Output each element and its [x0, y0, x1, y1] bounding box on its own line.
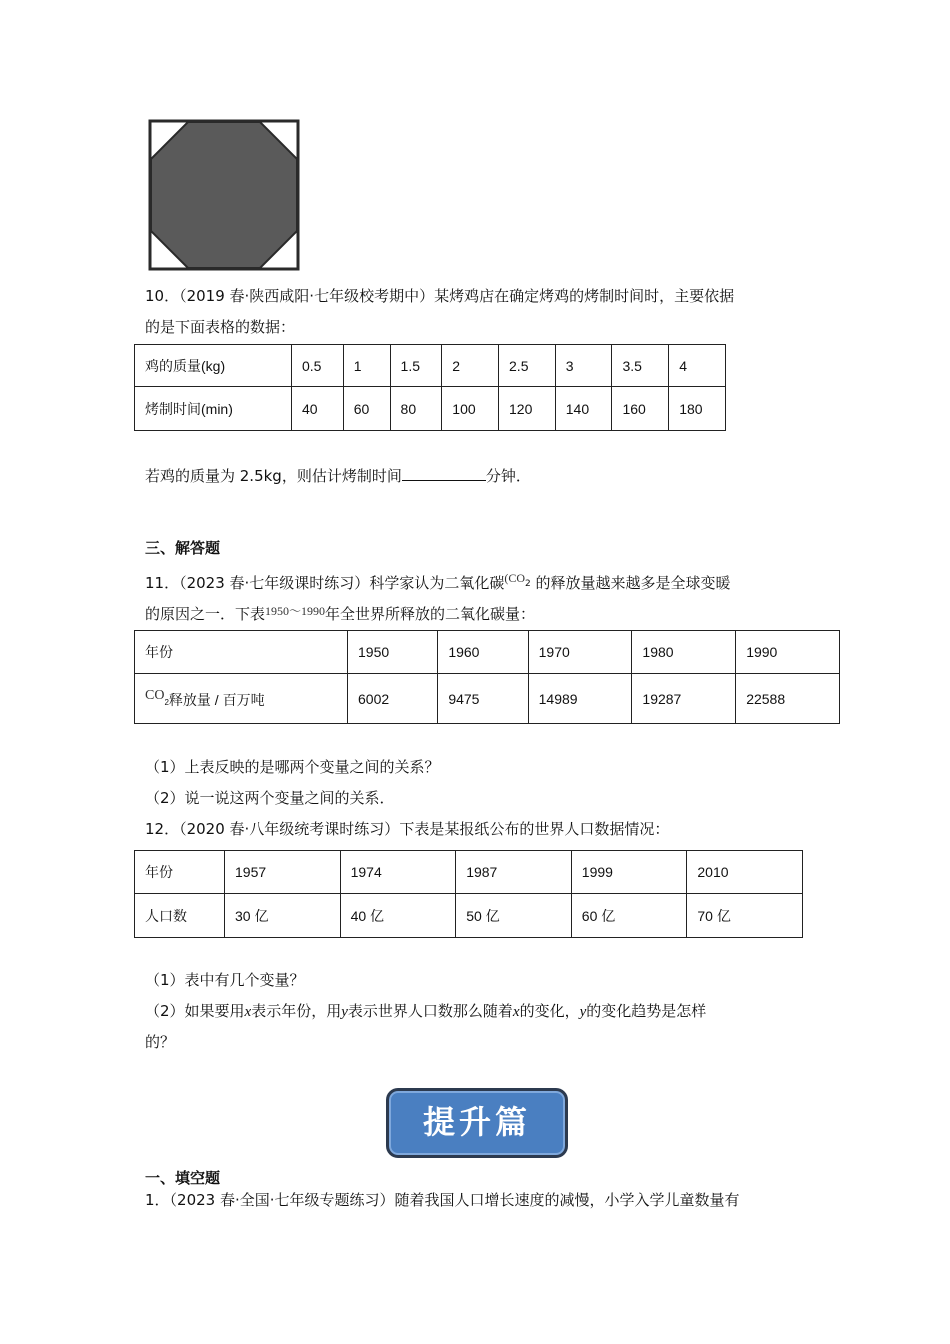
table-cell-header: CO2释放量 / 百万吨	[135, 674, 348, 724]
q11-sub1: （1）上表反映的是哪两个变量之间的关系？	[145, 758, 440, 776]
table-row	[135, 345, 726, 387]
section-title: 一、填空题	[145, 1169, 221, 1187]
table-cell: 1987	[456, 851, 572, 894]
q10-question: 若鸡的质量为 2.5kg，则估计烤制时间 分钟．	[145, 461, 531, 491]
table-cell: 1999	[571, 851, 687, 894]
q11-sub2: （2）说一说这两个变量之间的关系．	[145, 789, 395, 807]
table-cell: 1980	[632, 631, 736, 674]
table-cell: 6002	[348, 674, 438, 724]
q11-text-line1: 11．（2023 春·七年级课时练习）科学家认为二氧化碳$^{(CO}$2 的释放量越来越多是全球变暖	[145, 571, 731, 592]
table-cell: 60	[343, 387, 390, 431]
table-row	[135, 387, 726, 431]
q12-sub1: （1）表中有几个变量？	[145, 971, 305, 989]
table-cell: 2	[442, 345, 499, 387]
table-cell: 1960	[438, 631, 528, 674]
table-cell: 3.5	[612, 345, 669, 387]
table-cell: 2.5	[499, 345, 556, 387]
table-cell-header: 年份	[135, 851, 225, 894]
table-cell: 14989	[528, 674, 632, 724]
table-cell: 100	[442, 387, 499, 431]
q12-sub2-line2: 的？	[145, 1033, 176, 1051]
table-cell: 140	[555, 387, 612, 431]
table-cell: 1950	[348, 631, 438, 674]
table-row	[135, 851, 803, 894]
table-cell: 22588	[736, 674, 840, 724]
table-cell: 70 亿	[687, 894, 803, 938]
section-banner: 提升篇	[386, 1088, 568, 1158]
table-cell: 30 亿	[225, 894, 341, 938]
table-cell: 180	[669, 387, 726, 431]
section-title: 三、解答题	[145, 539, 221, 557]
table-cell: 120	[499, 387, 556, 431]
q11-table	[134, 630, 840, 724]
q12-text-line1: 12．（2020 春·八年级统考课时练习）下表是某报纸公布的世界人口数据情况：	[145, 820, 670, 838]
table-cell: 40 亿	[340, 894, 456, 938]
table-cell: 1974	[340, 851, 456, 894]
q11-text-line2: 的原因之一．下表$^{1950\sim 1990}$年全世界所释放的二氧化碳量：	[145, 604, 536, 623]
table-cell-header: 人口数	[135, 894, 225, 938]
table-cell: 3	[555, 345, 612, 387]
table-cell: 1	[343, 345, 390, 387]
q12-table	[134, 850, 803, 938]
table-cell-header: 烤制时间(min)	[135, 387, 292, 431]
table-cell: 40	[292, 387, 344, 431]
table-cell: 1957	[225, 851, 341, 894]
table-row	[135, 631, 840, 674]
table-cell: 1.5	[390, 345, 442, 387]
q10-text-line2: 的是下面表格的数据：	[145, 318, 296, 336]
table-cell: 1970	[528, 631, 632, 674]
table-cell: 9475	[438, 674, 528, 724]
octagon-figure	[148, 119, 300, 271]
table-cell: 60 亿	[571, 894, 687, 938]
q10-table	[134, 344, 726, 431]
table-cell: 1990	[736, 631, 840, 674]
q10-text-line1: 10．（2019 春·陕西咸阳·七年级校考期中）某烤鸡店在确定烤鸡的烤制时间时，主要依据	[145, 287, 735, 305]
table-cell: 4	[669, 345, 726, 387]
q12-sub2: （2）如果要用x表示年份，用y表示世界人口数那么随着x的变化，y的变化趋势是怎样	[145, 1002, 707, 1020]
table-row	[135, 894, 803, 938]
table-row	[135, 674, 840, 724]
table-cell: 19287	[632, 674, 736, 724]
answer-blank[interactable]	[402, 462, 486, 481]
table-cell: 2010	[687, 851, 803, 894]
table-cell-header: 年份	[135, 631, 348, 674]
table-cell: 80	[390, 387, 442, 431]
table-cell-header: 鸡的质量(kg)	[135, 345, 292, 387]
q1-text: 1．（2023 春·全国·七年级专题练习）随着我国人口增长速度的减慢，小学入学儿童数量有	[145, 1191, 740, 1209]
table-cell: 160	[612, 387, 669, 431]
table-cell: 50 亿	[456, 894, 572, 938]
table-cell: 0.5	[292, 345, 344, 387]
